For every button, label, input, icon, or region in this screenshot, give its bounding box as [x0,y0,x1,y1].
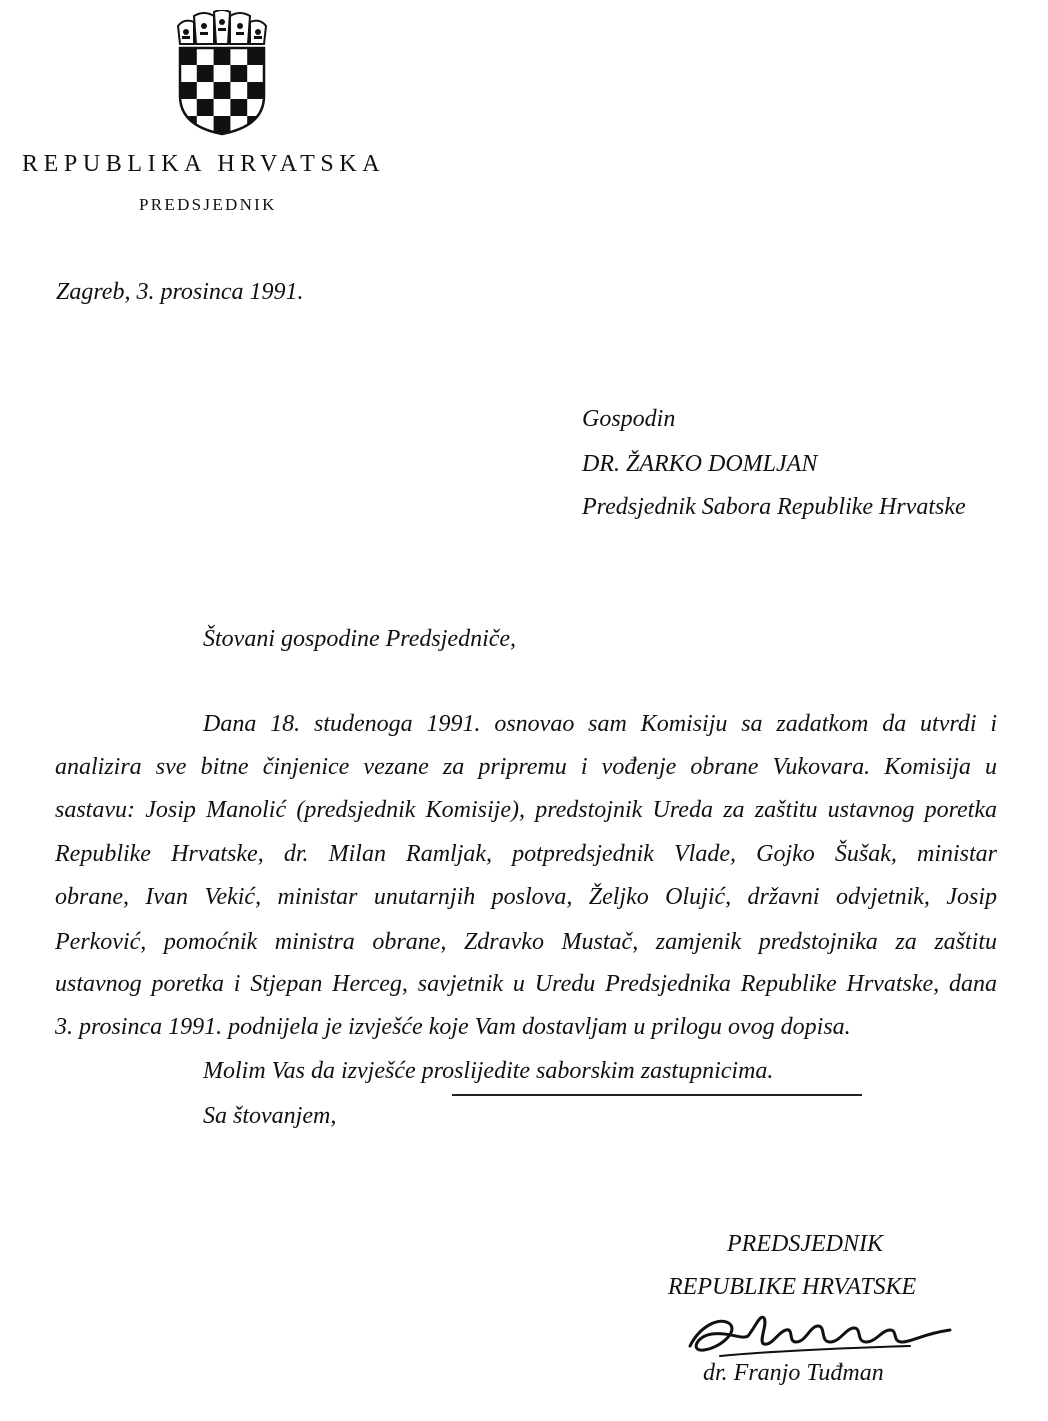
letterhead-country: REPUBLIKA HRVATSKA [22,151,386,177]
body-line: Perković, pomoćnik ministra obrane, Zdravko Mustač, zamjenik predstojnika za zaštitu [55,929,997,955]
body-line: 3. prosinca 1991. podnijela je izvješće koje Vam dostavljam u prilogu ovog dopisa. [55,1014,851,1040]
body-line: sastavu: Josip Manolić (predsjednik Komisije), predstojnik Ureda za zaštitu ustavnog poretka [55,797,997,823]
signature-title-line1: PREDSJEDNIK [727,1231,883,1257]
greeting: Štovani gospodine Predsjedniče, [203,626,517,652]
body-line: analizira sve bitne činjenice vezane za pripremu i vođenje obrane Vukovara. Komisija u [55,754,997,780]
recipient-title: Predsjednik Sabora Republike Hrvatske [582,494,966,520]
croatian-coat-of-arms-icon [172,10,272,136]
handwritten-signature [660,1296,960,1368]
recipient-salutation: Gospodin [582,406,676,432]
body-line: Republike Hrvatske, dr. Milan Ramljak, potpredsjednik Vlade, Gojko Šušak, ministar [55,841,997,867]
signature-title-line2: REPUBLIKE HRVATSKE [668,1274,917,1300]
letter-date: Zagreb, 3. prosinca 1991. [56,279,304,305]
body-line: Dana 18. studenoga 1991. osnovao sam Komisiju sa zadatkom da utvrdi i [203,711,997,737]
signatory-name: dr. Franjo Tuđman [703,1360,884,1386]
body-line: obrane, Ivan Vekić, ministar unutarnjih poslova, Željko Olujić, državni odvjetnik, Josip [55,884,997,910]
handwritten-underline [452,1094,862,1096]
recipient-name: DR. ŽARKO DOMLJAN [582,451,818,477]
letterhead-office: PREDSJEDNIK [139,195,277,214]
body-line: ustavnog poretka i Stjepan Herceg, savjetnik u Uredu Predsjednika Republike Hrvatske, dana [55,971,997,997]
closing: Sa štovanjem, [203,1103,337,1129]
request-sentence: Molim Vas da izvješće proslijedite saborskim zastupnicima. [203,1058,774,1084]
